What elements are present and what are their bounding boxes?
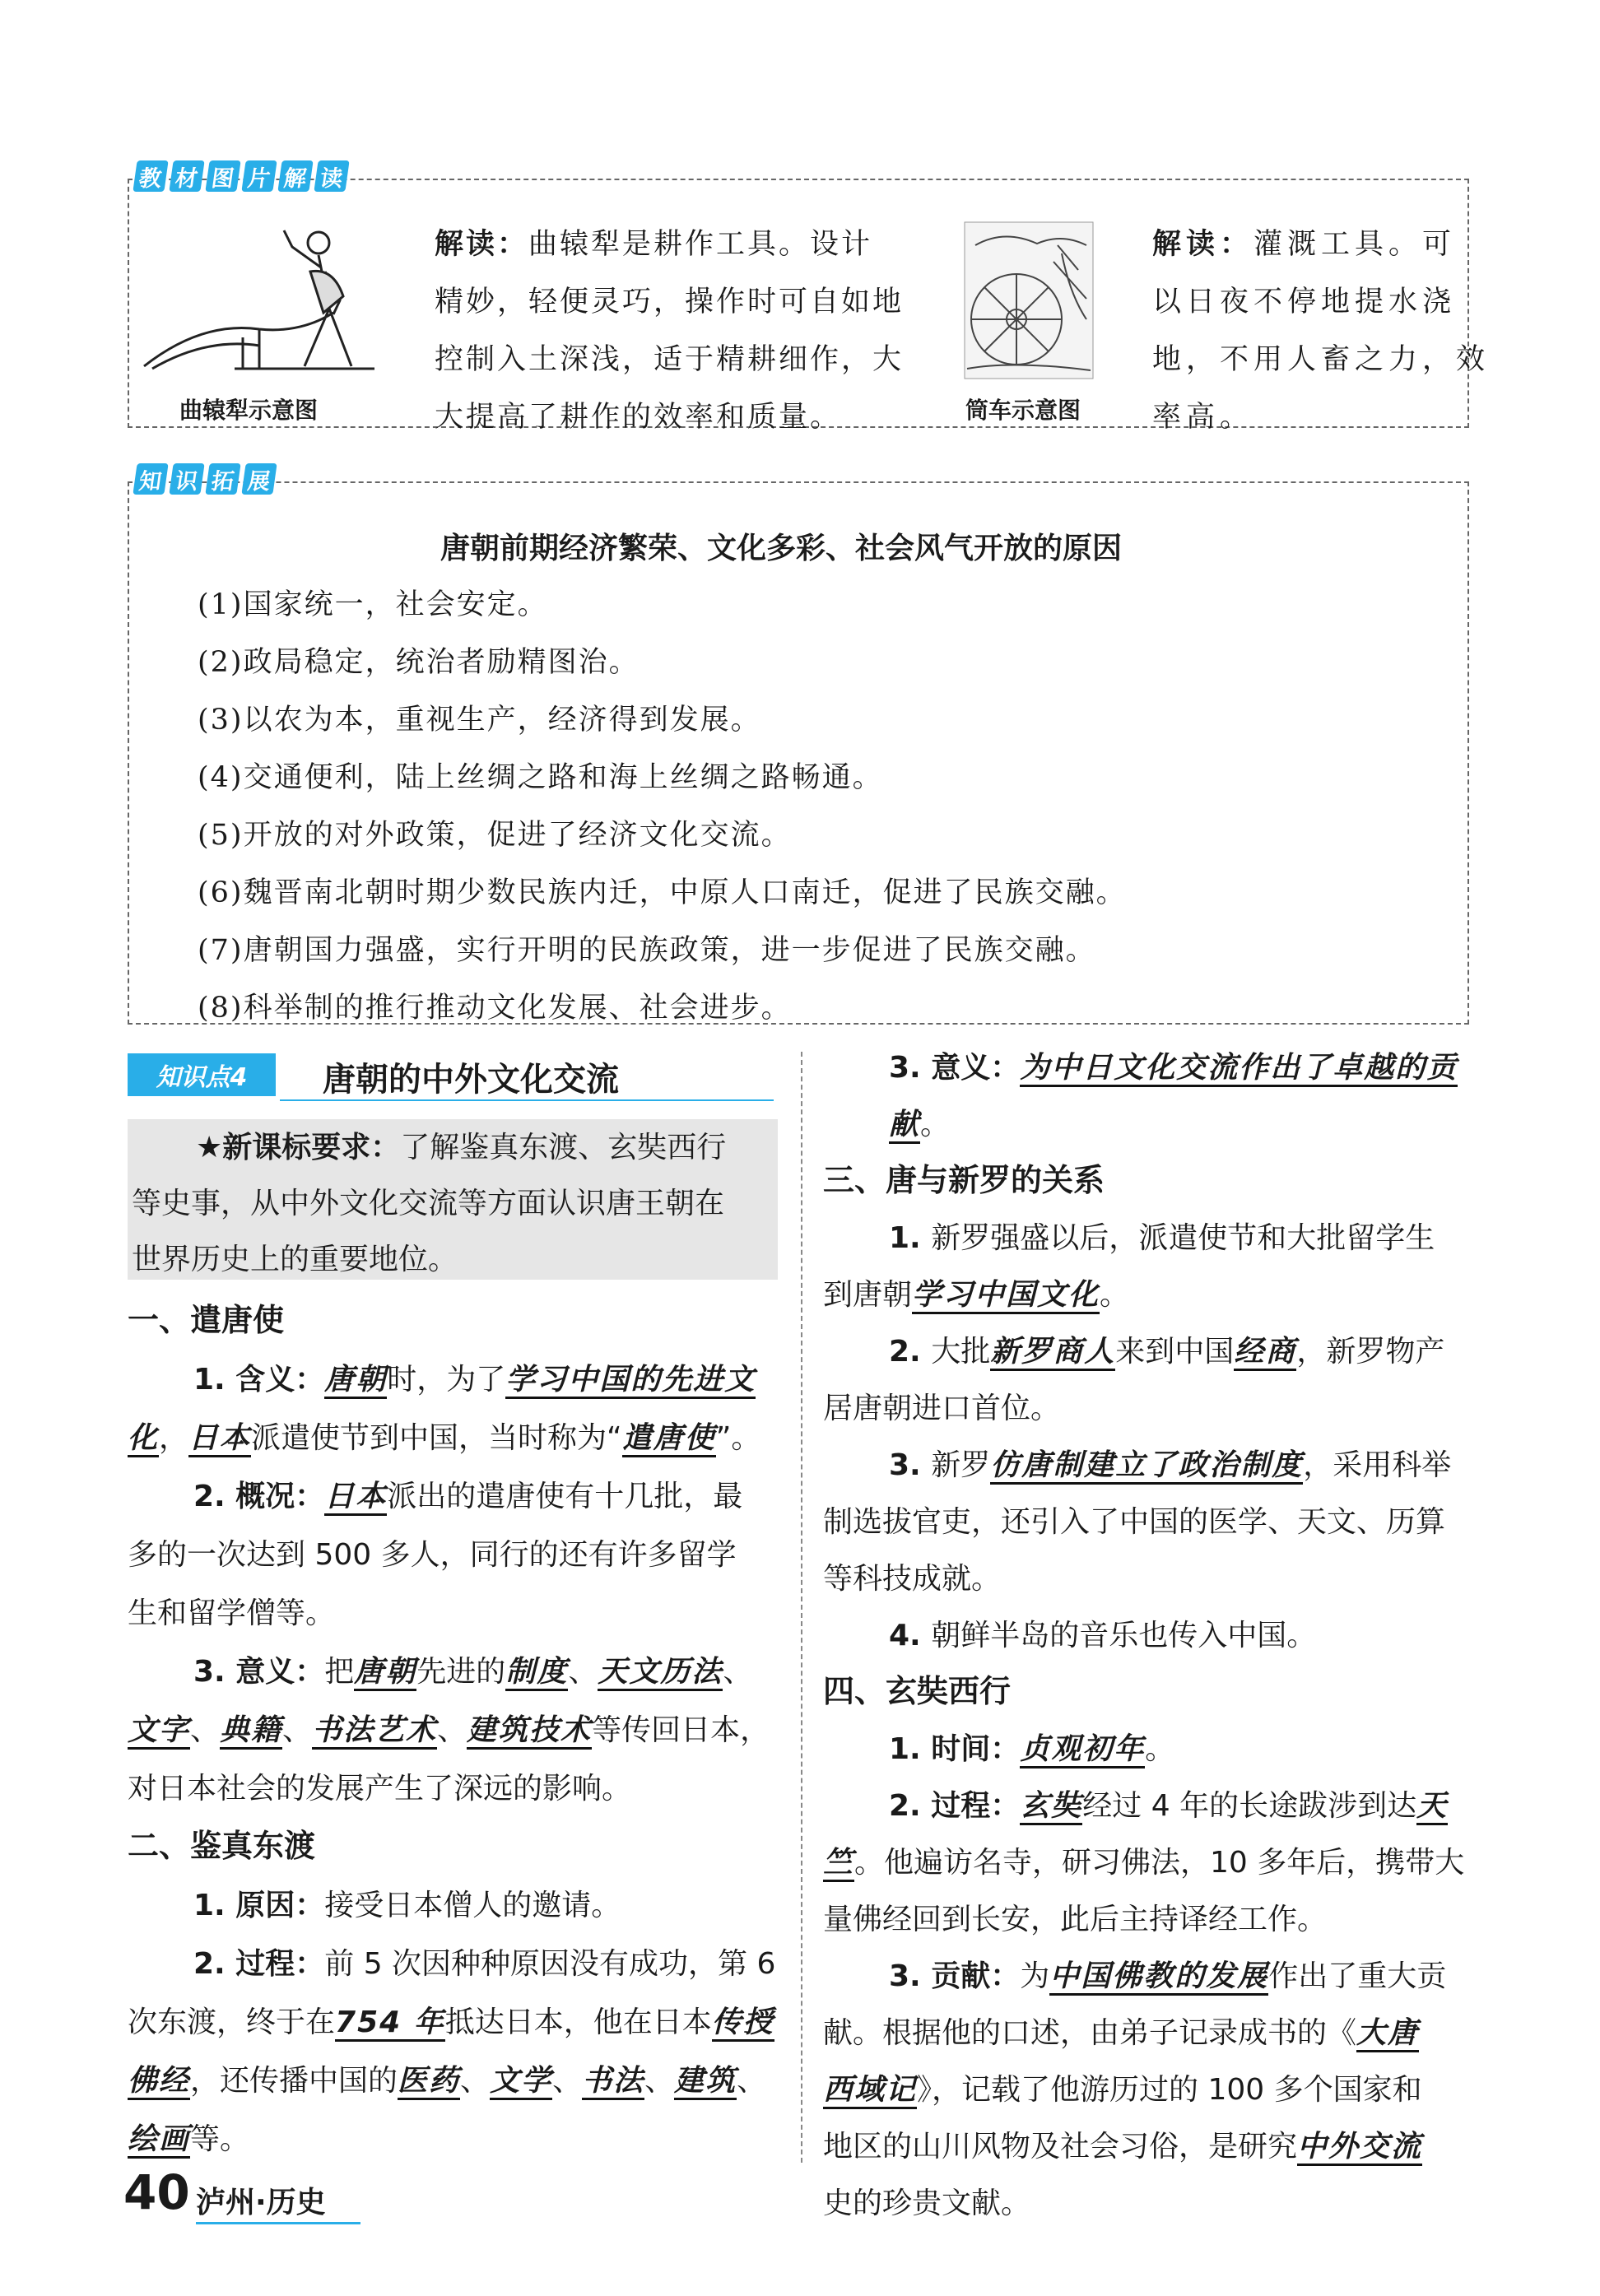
section-heading: 一、遣唐使 — [128, 1304, 285, 1338]
text: 先进的 — [416, 1655, 506, 1689]
key-term: 日本 — [188, 1421, 251, 1457]
key-term: 制度 — [505, 1655, 568, 1691]
picture-interpretation-tag — [135, 160, 347, 192]
text-line: 了解鉴真东渡、玄奘西行 — [400, 1131, 727, 1164]
text: 。他遍访名寺，研习佛法，10 多年后，携带大 — [854, 1846, 1465, 1880]
footer-rule — [196, 2222, 360, 2224]
text: 接受日本僧人的邀请。 — [324, 1889, 621, 1922]
paragraph — [128, 1467, 786, 1526]
tag-char: 拓 — [205, 463, 240, 495]
paragraph — [823, 1948, 1481, 2005]
key-term: 化 — [128, 1421, 159, 1457]
list-item: (4)交通便利，陆上丝绸之路和海上丝绸之路畅通。 — [198, 761, 883, 794]
paragraph — [128, 1935, 786, 1993]
text: 、 — [437, 1713, 467, 1747]
text-line: 控制入土深浅，适于精耕细作，大 — [435, 343, 905, 376]
paragraph — [128, 1876, 786, 1935]
text: ，采用科举 — [1303, 1448, 1452, 1482]
text: 献。根据他的口述，由弟子记录成书的《 — [823, 2016, 1357, 2050]
text: 。 — [1145, 1732, 1175, 1766]
paragraph — [128, 1350, 786, 1409]
key-term: 文学 — [490, 2064, 552, 2100]
key-term: 学习中国文化 — [912, 1278, 1100, 1314]
text-line: 曲辕犁是耕作工具。设计 — [528, 228, 873, 261]
key-term: 西域记 — [823, 2073, 917, 2109]
text: 、 — [552, 2064, 583, 2098]
text-line: 等史事，从中外文化交流等方面认识唐王朝在 — [132, 1187, 725, 1220]
text-line: 居唐朝进口首位。 — [823, 1392, 1061, 1425]
paragraph — [823, 1721, 1481, 1778]
text: 、 — [190, 1713, 221, 1747]
key-term: 754 年 — [335, 2006, 445, 2042]
tag-char: 解 — [277, 160, 313, 192]
tag-char: 片 — [241, 160, 277, 192]
key-term: 天文历法 — [598, 1655, 723, 1691]
text: 。 — [920, 1108, 951, 1141]
key-term: 大唐 — [1356, 2016, 1419, 2052]
key-term: 经商 — [1234, 1335, 1296, 1371]
paragraph — [823, 1778, 1481, 1834]
text: ，还传播中国的 — [190, 2064, 398, 2098]
key-term: 书法 — [582, 2064, 644, 2100]
key-term: 书法艺术 — [312, 1713, 437, 1750]
key-term: 为中日文化交流作出了卓越的贡献 — [889, 1051, 1458, 1144]
para-label: 3. 贡献： — [889, 1959, 1021, 1993]
paragraph — [823, 2005, 1481, 2061]
text-line: 地，不用人畜之力，效 — [1152, 343, 1491, 376]
para-label: 1. 原因： — [193, 1889, 325, 1922]
para-label: 1. 含义： — [193, 1363, 325, 1397]
text-line: 大提高了耕作的效率和质量。 — [435, 401, 842, 434]
key-term: 文字 — [128, 1713, 190, 1750]
key-term: 唐朝 — [354, 1655, 416, 1691]
text-line: 史的珍贵文献。 — [823, 2187, 1031, 2220]
text: ， — [159, 1421, 189, 1455]
tag-char: 读 — [314, 160, 349, 192]
text: 来到中国 — [1115, 1335, 1235, 1369]
text-line: 以日夜不停地提水浇 — [1152, 286, 1457, 318]
paragraph — [823, 2118, 1481, 2175]
para-label: 3. 意义： — [889, 1051, 1021, 1085]
key-term: 医药 — [398, 2064, 460, 2100]
text: 、 — [723, 1655, 753, 1689]
tag-char: 教 — [133, 160, 168, 192]
list-item: (7)唐朝国力强盛，实行开明的民族政策，进一步促进了民族交融。 — [198, 934, 1096, 967]
knowledge-point-underline — [280, 1099, 774, 1101]
plow-interpretation-title: 解读： — [435, 228, 529, 260]
paragraph — [823, 1607, 1481, 1664]
text: 抵达日本，他在日本 — [444, 2006, 712, 2039]
tag-char: 材 — [169, 160, 204, 192]
paragraph — [128, 1701, 786, 1759]
key-term: 天 — [1416, 1789, 1448, 1825]
text: 。 — [1100, 1278, 1130, 1312]
paragraph — [823, 1323, 1481, 1380]
para-label: 3. — [889, 1448, 932, 1482]
text: 、 — [737, 2064, 767, 2098]
text: 新罗 — [931, 1448, 991, 1482]
text: 为 — [1020, 1959, 1050, 1993]
text: ，新罗物产 — [1296, 1335, 1445, 1369]
requirement-label: ★新课标要求： — [196, 1130, 401, 1164]
para-label: 4. — [889, 1619, 932, 1652]
key-term: 中外交流 — [1297, 2130, 1422, 2166]
tag-char: 展 — [241, 463, 277, 495]
tag-char: 知 — [133, 463, 168, 495]
key-term: 玄奘 — [1020, 1789, 1082, 1825]
extension-list — [198, 576, 1127, 1037]
plow-illustration — [136, 222, 391, 379]
paragraph — [823, 1039, 1481, 1153]
para-label: 1. 时间： — [889, 1732, 1021, 1766]
knowledge-extension-tag — [135, 463, 275, 495]
list-item: (2)政局稳定，统治者励精图治。 — [198, 646, 640, 679]
right-column — [823, 1039, 1481, 2232]
text: 、 — [644, 2064, 675, 2098]
key-term: 学习中国的先进文 — [505, 1363, 756, 1399]
text: 》，记载了他游历过的 100 多个国家和 — [917, 2073, 1422, 2107]
extension-title: 唐朝前期经济繁荣、文化多彩、社会风气开放的原因 — [440, 531, 1123, 565]
key-term: 竺 — [823, 1846, 854, 1882]
text-line: 生和留学僧等。 — [128, 1597, 336, 1630]
knowledge-point-title: 唐朝的中外文化交流 — [323, 1062, 619, 1098]
key-term: 绘画 — [128, 2122, 190, 2159]
text: 作出了重大贡 — [1268, 1959, 1447, 1993]
text: 前 5 次因种种原因没有成功，第 6 — [324, 1947, 776, 1981]
key-term: 建筑 — [674, 2064, 737, 2100]
text: 大批 — [931, 1335, 991, 1369]
plow-caption: 曲辕犁示意图 — [179, 397, 319, 424]
book-title: 泸州·历史 — [196, 2186, 326, 2219]
para-label: 2. 过程： — [889, 1789, 1021, 1823]
column-divider — [801, 1052, 802, 2163]
paragraph — [128, 1993, 786, 2052]
text-line: 精妙，轻便灵巧，操作时可自如地 — [435, 286, 905, 318]
tag-char: 识 — [169, 463, 204, 495]
knowledge-point-badge: 知识点4 — [128, 1053, 276, 1096]
section-heading: 二、鉴真东渡 — [128, 1829, 316, 1864]
section-heading: 三、唐与新罗的关系 — [823, 1164, 1105, 1198]
waterwheel-interpretation-title: 解读： — [1152, 228, 1254, 260]
text: 、 — [460, 2064, 491, 2098]
text-line: 等科技成就。 — [823, 1562, 1002, 1596]
paragraph — [823, 1437, 1481, 1494]
key-term: 建筑技术 — [467, 1713, 592, 1750]
list-item: (5)开放的对外政策，促进了经济文化交流。 — [198, 819, 792, 852]
key-term: 唐朝 — [324, 1363, 387, 1399]
left-column — [128, 1292, 786, 2168]
paragraph — [128, 1409, 786, 1467]
list-item: (3)以农为本，重视生产，经济得到发展。 — [198, 704, 761, 737]
key-term: 贞观初年 — [1020, 1732, 1145, 1768]
para-label: 1. — [889, 1221, 932, 1255]
page-number: 40 — [123, 2164, 190, 2220]
paragraph — [823, 1210, 1481, 1267]
curriculum-requirement — [132, 1119, 726, 1288]
text-line: 对日本社会的发展产生了深远的影响。 — [128, 1772, 632, 1806]
text: 、 — [568, 1655, 598, 1689]
text-line: 世界历史上的重要地位。 — [132, 1243, 458, 1276]
text-line: 量佛经回到长安，此后主持译经工作。 — [823, 1903, 1328, 1936]
text-line: 多的一次达到 500 多人，同行的还有许多留学 — [128, 1538, 737, 1572]
text-line: 率高。 — [1152, 401, 1254, 434]
text-line: 制选拔官吏，还引入了中国的医学、天文、历算 — [823, 1505, 1446, 1539]
para-label: 2. 概况： — [193, 1480, 325, 1513]
paragraph — [128, 2110, 786, 2168]
paragraph — [128, 1643, 786, 1701]
text: 到唐朝 — [823, 1278, 913, 1312]
para-label: 2. — [889, 1335, 932, 1369]
para-label: 2. 过程： — [193, 1947, 325, 1981]
paragraph — [823, 1834, 1481, 1891]
list-item: (1)国家统一，社会安定。 — [198, 588, 548, 621]
text: 地区的山川风物及社会习俗，是研究 — [823, 2130, 1298, 2164]
text: 等传回日本， — [592, 1713, 770, 1747]
para-label: 3. 意义： — [193, 1655, 325, 1689]
waterwheel-illustration — [963, 221, 1095, 381]
text: 、 — [282, 1713, 313, 1747]
text: 次东渡，终于在 — [128, 2006, 336, 2039]
key-term: 新罗商人 — [990, 1335, 1115, 1371]
key-term: 中国佛教的发展 — [1049, 1959, 1268, 1996]
text: 朝鲜半岛的音乐也传入中国。 — [931, 1619, 1317, 1652]
key-term: 典籍 — [220, 1713, 282, 1750]
text-line: 灌溉工具。可 — [1253, 228, 1457, 261]
paragraph — [128, 2052, 786, 2110]
key-term: 佛经 — [128, 2064, 190, 2100]
text: 时，为了 — [387, 1363, 506, 1397]
list-item: (8)科举制的推行推动文化发展、社会进步。 — [198, 992, 792, 1025]
text: 新罗强盛以后，派遣使节和大批留学生 — [931, 1221, 1435, 1255]
key-term: 传授 — [712, 2006, 774, 2042]
key-term: 遣唐使 — [622, 1421, 716, 1457]
text: 等。 — [190, 2122, 250, 2156]
section-heading: 四、玄奘西行 — [823, 1675, 1012, 1709]
waterwheel-interpretation — [1152, 216, 1490, 446]
paragraph — [823, 1267, 1481, 1323]
text: 派遣使节到中国，当时称为“ — [251, 1421, 622, 1455]
key-term: 日本 — [324, 1480, 387, 1516]
tag-char: 图 — [205, 160, 240, 192]
list-item: (6)魏晋南北朝时期少数民族内迁，中原人口南迁，促进了民族交融。 — [198, 876, 1127, 909]
paragraph — [823, 2061, 1481, 2118]
plow-interpretation — [435, 216, 904, 446]
waterwheel-caption: 筒车示意图 — [965, 397, 1081, 424]
text: 经过 4 年的长途跋涉到达 — [1082, 1789, 1417, 1823]
text: 派出的遣唐使有十几批，最 — [387, 1480, 743, 1513]
key-term: 仿唐制建立了政治制度 — [990, 1448, 1303, 1485]
text: 把 — [324, 1655, 355, 1689]
text: ”。 — [715, 1421, 761, 1455]
